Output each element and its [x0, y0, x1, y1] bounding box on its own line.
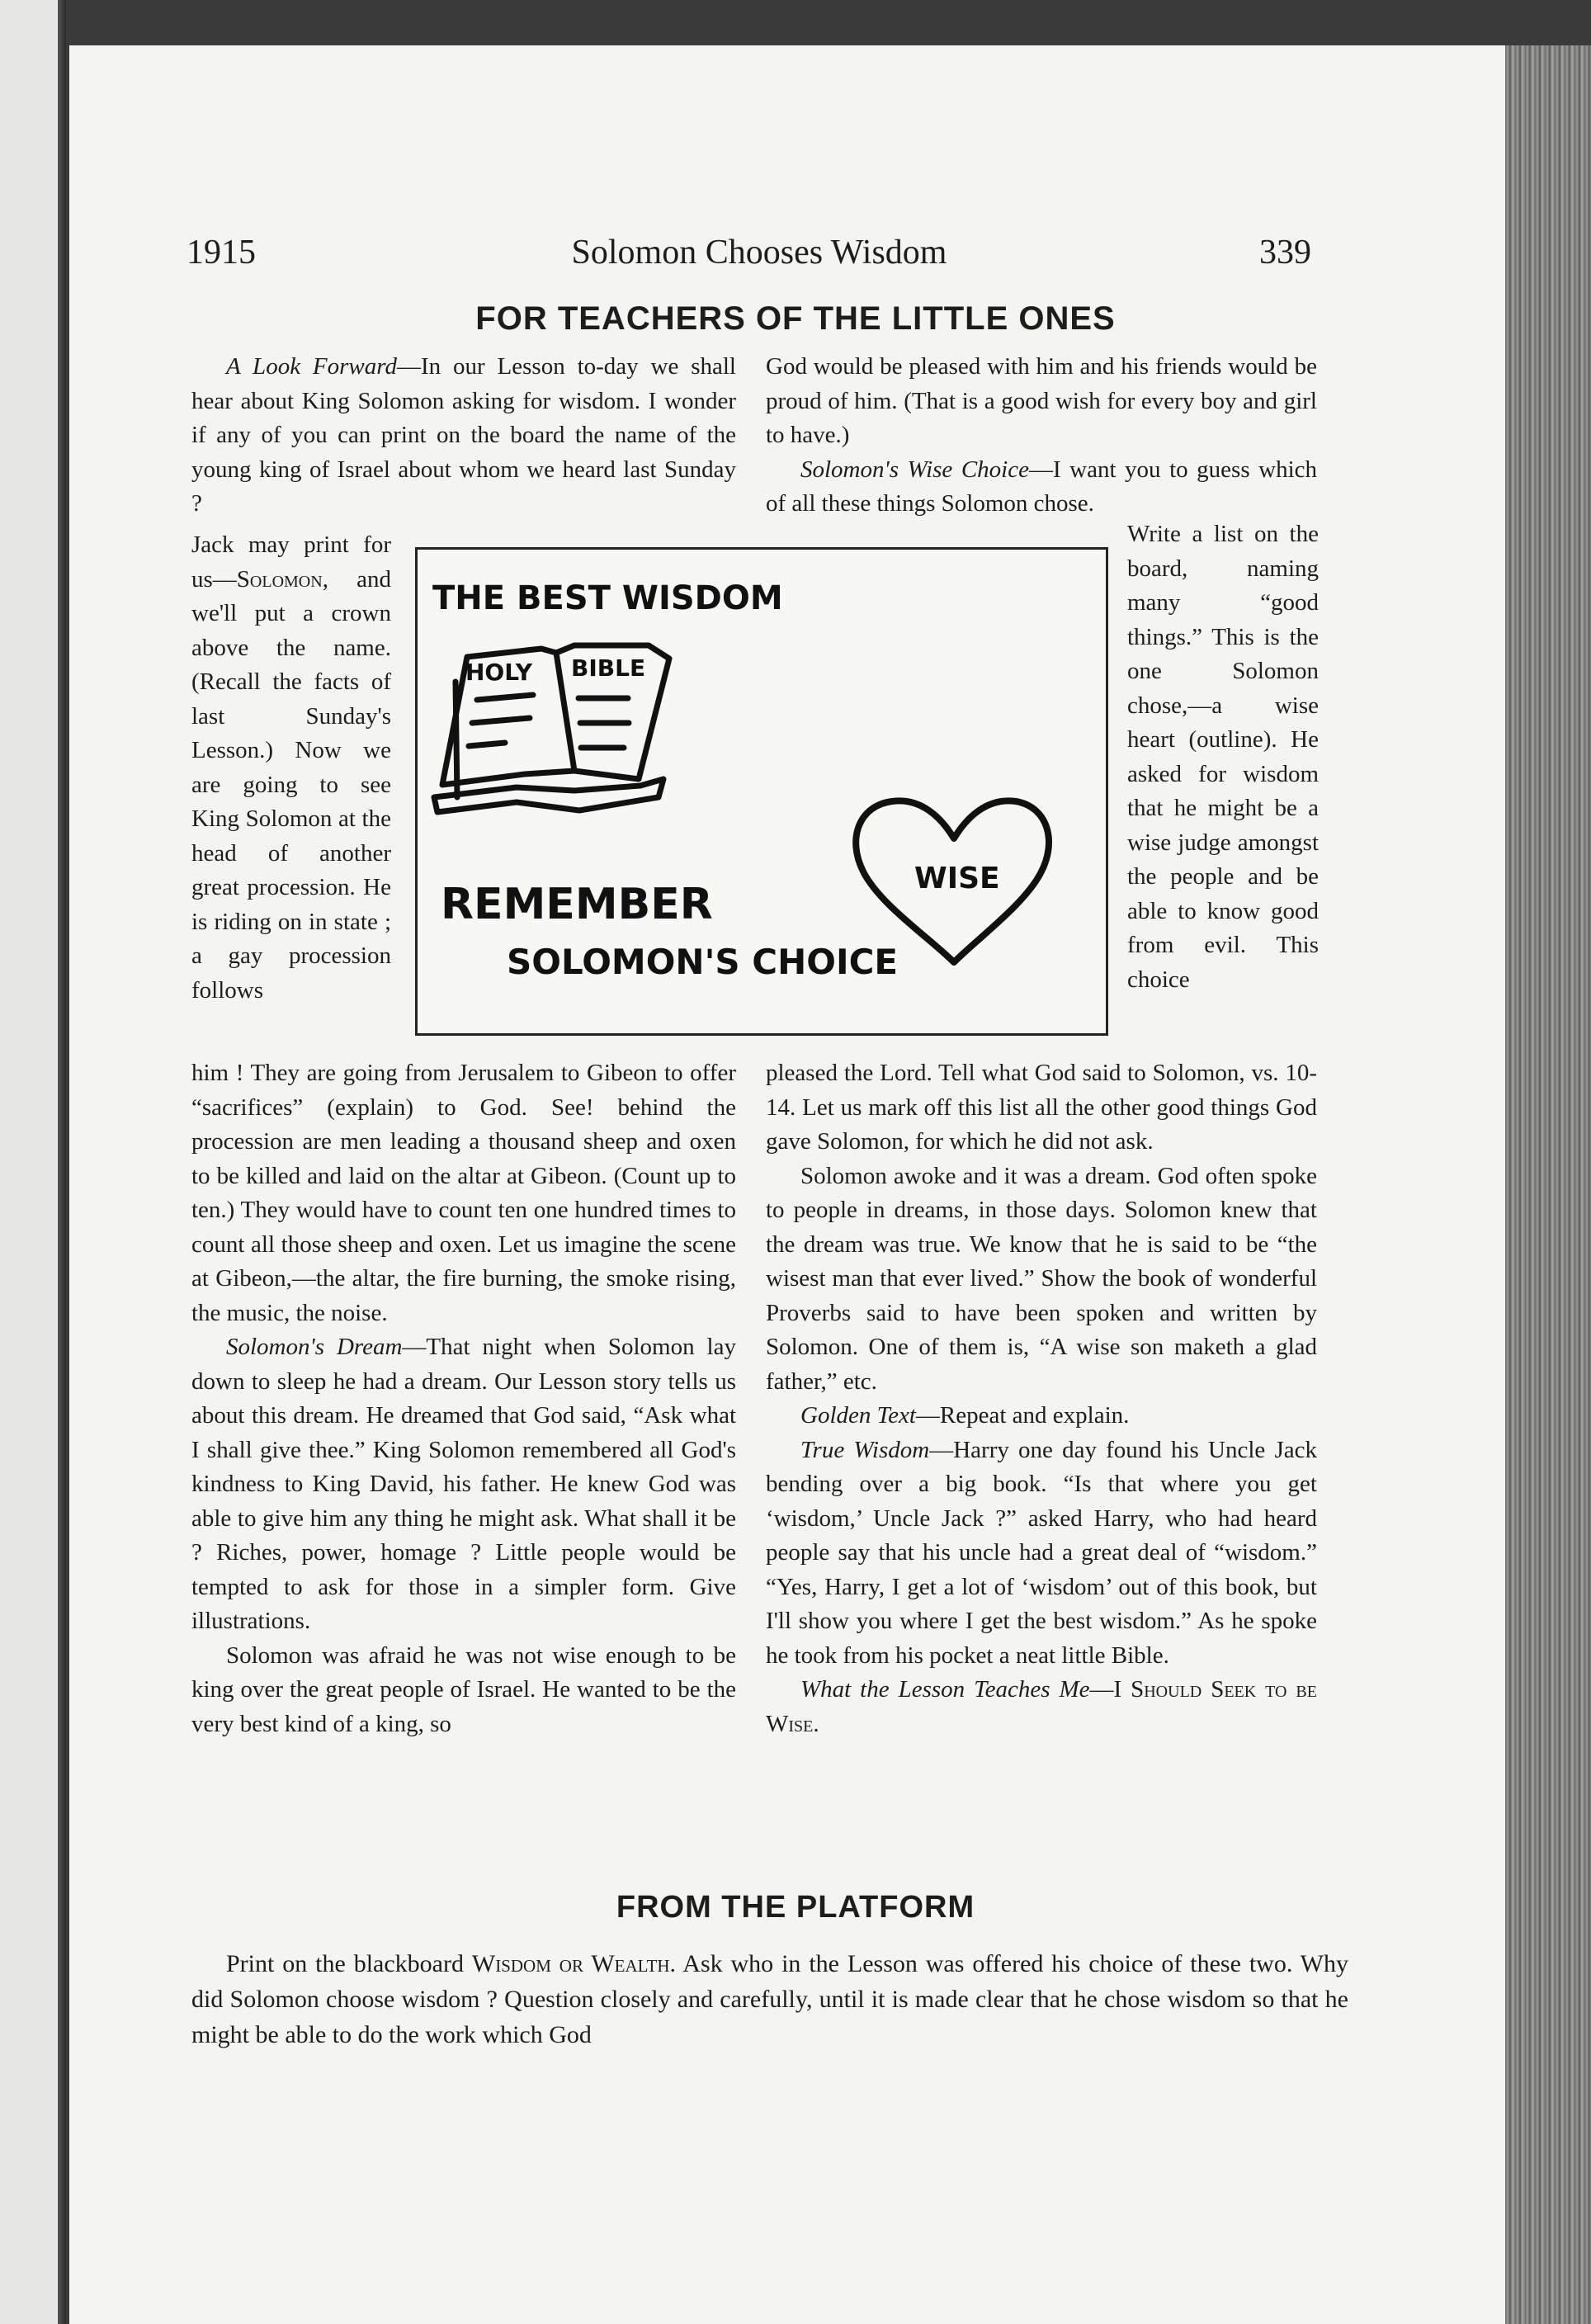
heart-label: WISE — [914, 862, 1000, 895]
right-column-bottom — [766, 1056, 1317, 1741]
paragraph-lesson-teaches — [766, 1673, 1317, 1741]
text-run: . Ask who in the Lesson was offered his choice of these two. Why did Solomon choose wisdom ? Question closely and carefully, until it is made clear that he chose wisdom so that he might be able to do the work which God — [191, 1950, 1348, 2048]
paragraph-body: —I want you to guess which of all these things Solomon chose. — [766, 456, 1318, 517]
lead-phrase: What the Lesson Teaches Me — [800, 1676, 1090, 1703]
paragraph-continued: him ! They are going from Jerusalem to Gibeon to offer “sacrifices” (explain) to God. See! behind the procession are men leading a thousand sheep and oxen to be killed and laid on the altar at Gibeon. (Count up to ten.) They would have to count ten one hundred times to count all those sheep and oxen. Let us imagine the scene at Gibeon,—the altar, the fire burning, the smoke rising, the music, the noise. — [191, 1060, 736, 1326]
facing-page-edge — [0, 0, 66, 2324]
paragraph-body: —In our Lesson to-day we shall hear about King Solomon asking for wisdom. I wonder if any of you can print on the board the name of the young king of Israel about whom we heard last Sunday ? — [191, 353, 736, 517]
paragraph-pleased: God would be pleased with him and his friends would be proud of him. (That is a good wish for every boy and girl to have.) — [766, 353, 1317, 448]
book-right-label: BIBLE — [571, 654, 646, 682]
lead-phrase: Solomon's Dream — [226, 1334, 403, 1360]
paragraph-body: —Repeat and explain. — [915, 1402, 1130, 1429]
page-year: 1915 — [186, 234, 256, 272]
text-run: Print on the blackboard — [226, 1950, 472, 1977]
section-heading-platform: FROM THE PLATFORM — [616, 1890, 975, 1925]
dash: — — [1089, 1676, 1114, 1703]
paragraph-wrap-left — [191, 528, 391, 1008]
page-stack-edge — [1505, 45, 1591, 2324]
left-column-top — [191, 350, 736, 522]
paragraph-body: —That night when Solomon lay down to sleep he had a dream. Our Lesson story tells us about this dream. He dreamed that God said, “Ask what I shall give thee.” King Solomon remembered all God's kindness to King David, his father. He knew God was able to give him any thing he might ask. What shall it be ? Riches, power, homage ? Little people would be tempted to ask for those in a simpler form. Give illustrations. — [191, 1334, 736, 1634]
paragraph-look-forward — [191, 350, 736, 522]
platform-section — [191, 1946, 1348, 2052]
paragraph-true-wisdom — [766, 1434, 1317, 1674]
right-column-wrap — [1127, 517, 1319, 997]
blackboard-drawing — [418, 550, 1106, 1033]
paragraph-continued-right: pleased the Lord. Tell what God said to Solomon, vs. 10-14. Let us mark off this list all the other good things God gave Solomon, for which he did not ask. — [766, 1060, 1317, 1155]
lead-phrase: True Wisdom — [800, 1436, 930, 1463]
paragraph-body: —Harry one day found his Uncle Jack bending over a big book. “Is that where you get ‘wisdom,’ Uncle Jack ?” asked Harry, who had heard people say that his uncle had a great deal of “wisdom.” “Yes, Harry, I get a lot of ‘wisdom’ out of this book, but I'll show you where I get the best wisdom.” As he spoke he took from his pocket a neat little Bible. — [766, 1436, 1317, 1669]
book-left-label: HOLY — [465, 659, 532, 686]
paragraph-golden-text — [766, 1399, 1317, 1434]
smallcaps-run: Solomon — [236, 565, 323, 593]
text-run: , and we'll put a crown above the name. (Recall the facts of last Sunday's Lesson.) Now we are going to see King Solomon at the head of another great procession. He is riding on in state ; a gay procession follows — [191, 565, 391, 1004]
left-column-wrap — [191, 528, 391, 1008]
blackboard-title: THE BEST WISDOM — [432, 579, 783, 617]
left-column-bottom — [191, 1056, 736, 1741]
blackboard-remember: REMEMBER — [441, 880, 713, 929]
paragraph-dream — [191, 1330, 736, 1639]
page-number: 339 — [1259, 234, 1311, 272]
smallcaps-run: Wisdom or Wealth — [471, 1950, 670, 1977]
smallcaps-run: I Should Seek to be Wise. — [766, 1676, 1317, 1737]
lead-phrase: Solomon's Wise Choice — [800, 456, 1029, 483]
running-title: Solomon Chooses Wisdom — [571, 234, 947, 272]
blackboard-illustration — [415, 547, 1108, 1036]
paragraph-awoke: Solomon awoke and it was a dream. God often spoke to people in dreams, in those days. Solomon knew that the dream was true. We know that he is said to be “the wisest man that ever lived.” Show the book of wonderful Proverbs said to have been spoken and written by Solomon. One of them is, “A wise son maketh a glad father,” etc. — [766, 1162, 1317, 1395]
blackboard-solomons-choice: SOLOMON'S CHOICE — [507, 942, 899, 982]
section-heading-little-ones: FOR TEACHERS OF THE LITTLE ONES — [475, 300, 1116, 337]
text-run: Jack may print for us— — [191, 531, 391, 593]
paragraph-wrap-right: Write a list on the board, naming many “good things.” This is the one Solomon chose,—a wise heart (outline). He asked for wisdom that he might be a wise judge amongst the people and be able to know good from evil. This choice — [1127, 521, 1319, 993]
paragraph-wise-choice — [766, 453, 1317, 522]
paragraph-afraid: Solomon was afraid he was not wise enough to be king over the great people of Israel. He wanted to be the very best kind of a king, so — [191, 1641, 736, 1737]
right-column-top — [766, 350, 1317, 522]
lead-phrase: A Look Forward — [226, 353, 397, 380]
lead-phrase: Golden Text — [800, 1402, 916, 1429]
paragraph-platform — [191, 1946, 1348, 2052]
